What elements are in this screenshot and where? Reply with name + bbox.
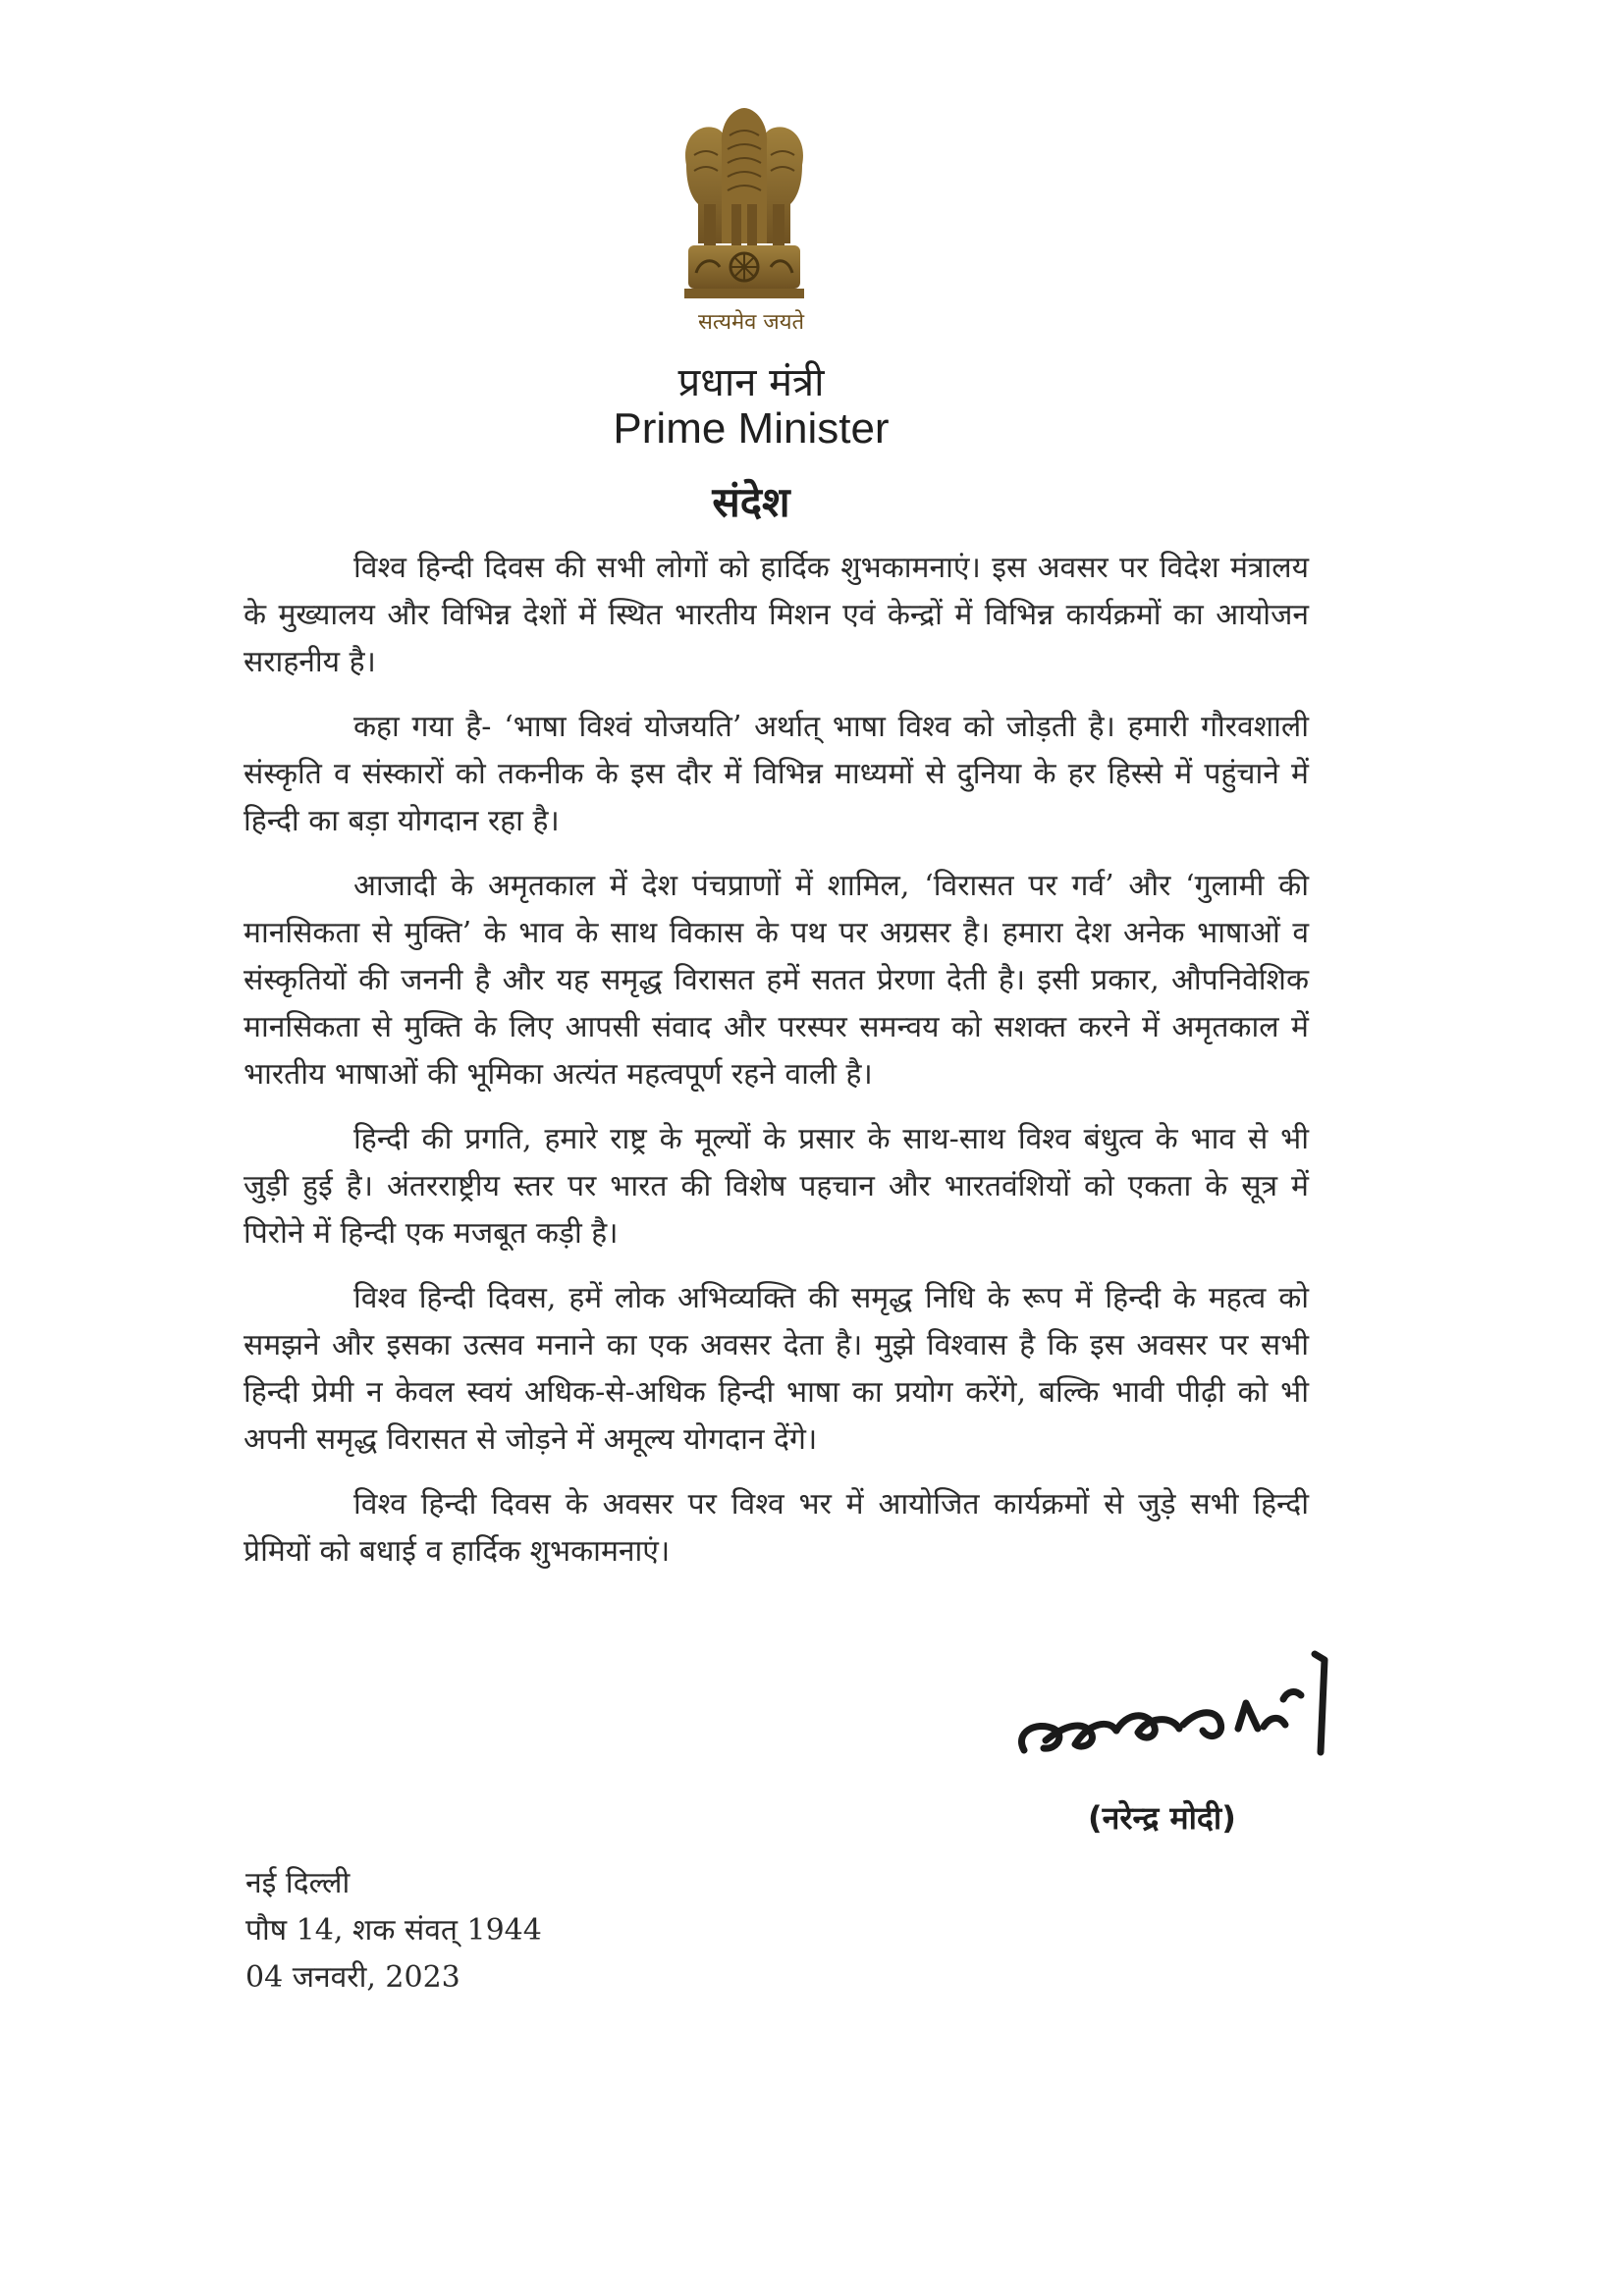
signatory-name: (नरेन्द्र मोदी) — [1088, 1799, 1236, 1837]
paragraph: विश्व हिन्दी दिवस, हमें लोक अभिव्यक्ति की समृद्ध निधि के रूप में हिन्दी के महत्व को समझने और इसका उत्सव मनाने का एक अवसर देता है। मुझे विश्वास है कि इस अवसर पर सभी हिन्दी प्रेमी न केवल स्वयं अधिक-से-अधिक हिन्दी भाषा का प्रयोग करेंगे, बल्कि भावी पीढ़ी को भी अपनी समृद्ध विरासत से जोड़ने में अमूल्य योगदान देंगे। — [243, 1281, 1309, 1457]
gregorian-date: 04 जनवरी, 2023 — [245, 1960, 460, 1995]
place-and-date — [245, 1860, 542, 2002]
office-title-english: Prime Minister — [613, 404, 890, 453]
national-emblem-icon — [676, 106, 812, 302]
paragraph: हिन्दी की प्रगति, हमारे राष्ट्र के मूल्यों के प्रसार के साथ-साथ विश्व बंधुत्व के भाव से भी जुड़ी हुई है। अंतरराष्ट्रीय स्तर पर भारत की विशेष पहचान और भारतवंशियों को एकता के सूत्र में पिरोने में हिन्दी एक मजबूत कड़ी है। — [243, 1122, 1309, 1251]
place: नई दिल्ली — [245, 1866, 351, 1900]
message-heading: संदेश — [712, 478, 790, 526]
message-body — [243, 545, 1309, 1593]
paragraph: विश्व हिन्दी दिवस के अवसर पर विश्व भर में आयोजित कार्यक्रमों से जुड़े सभी हिन्दी प्रेमियों को बधाई व हार्दिक शुभकामनाएं। — [243, 1487, 1309, 1569]
paragraph: आजादी के अमृतकाल में देश पंचप्राणों में शामिल, ‘विरासत पर गर्व’ और ‘गुलामी की मानसिकता से मुक्ति’ के भाव के साथ विकास के पथ पर अग्रसर है। हमारा देश अनेक भाषाओं व संस्कृतियों की जननी है और यह समृद्ध विरासत हमें सतत प्रेरणा देती है। इसी प्रकार, औपनिवेशिक मानसिकता से मुक्ति के लिए आपसी संवाद और परस्पर समन्वय को सशक्त करने में अमृतकाल में भारतीय भाषाओं की भूमिका अत्यंत महत्वपूर्ण रहने वाली है। — [243, 869, 1309, 1092]
office-title-hindi: प्रधान मंत्री — [677, 360, 825, 405]
emblem-motto: सत्यमेव जयते — [697, 310, 805, 335]
saka-date: पौष 14, शक संवत् 1944 — [245, 1913, 542, 1948]
handwritten-signature-icon — [1006, 1634, 1360, 1791]
paragraph: विश्व हिन्दी दिवस की सभी लोगों को हार्दिक शुभकामनाएं। इस अवसर पर विदेश मंत्रालय के मुख्यालय और विभिन्न देशों में स्थित भारतीय मिशन एवं केन्द्रों में विभिन्न कार्यक्रमों का आयोजन सराहनीय है। — [243, 551, 1309, 679]
paragraph: कहा गया है- ‘भाषा विश्वं योजयति’ अर्थात् भाषा विश्व को जोड़ती है। हमारी गौरवशाली संस्कृति व संस्कारों को तकनीक के इस दौर में विभिन्न माध्यमों से दुनिया के हर हिस्से में पहुंचाने में हिन्दी का बड़ा योगदान रहा है। — [243, 710, 1309, 838]
